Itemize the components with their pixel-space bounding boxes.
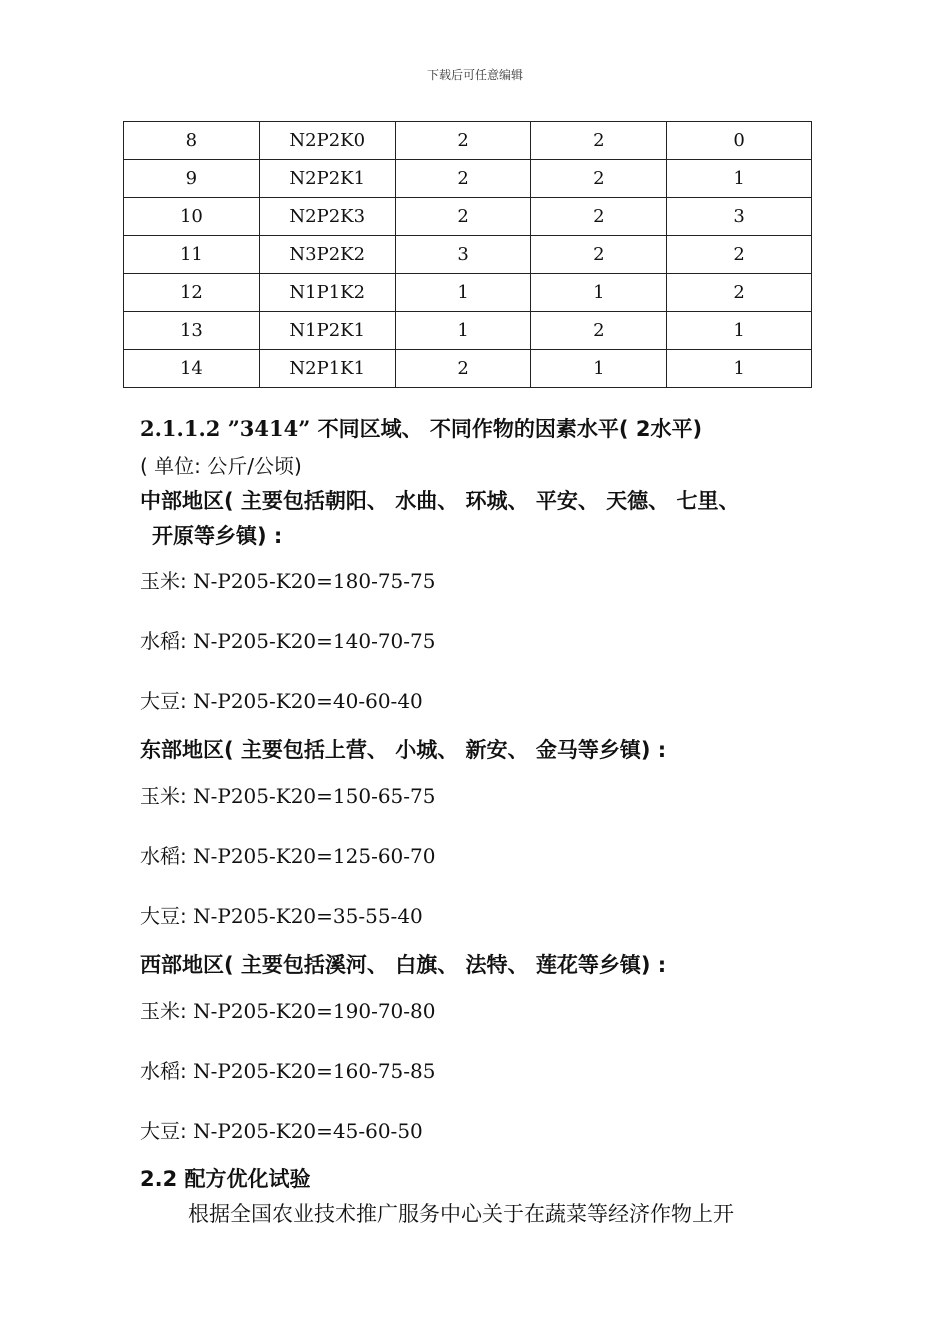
formula-value: N-P205-K20=180-75-75 (193, 569, 436, 593)
soy-label: 大豆: (140, 689, 187, 713)
rice-label: 水稻: (140, 629, 187, 653)
table-cell: N1P2K1 (259, 312, 395, 350)
table-cell: 1 (667, 312, 812, 350)
table-cell: 10 (124, 198, 260, 236)
central-corn-formula (140, 565, 436, 594)
rice-label: 水稻: (140, 1059, 187, 1083)
unit-note: ( 单位: 公斤/公顷) (140, 454, 302, 478)
soy-label: 大豆: (140, 904, 187, 928)
section-2112-title: 不同区域、 不同作物的因素水平( 2水平) (317, 417, 703, 441)
formula-value: N-P205-K20=190-70-80 (193, 999, 436, 1023)
table-cell: N2P2K0 (259, 122, 395, 160)
section-2112-heading (140, 413, 702, 443)
table-row (124, 312, 812, 350)
table-cell: 2 (531, 236, 667, 274)
corn-label: 玉米: (140, 569, 187, 593)
table-cell: 2 (667, 236, 812, 274)
table-cell: 2 (667, 274, 812, 312)
table-cell: 12 (124, 274, 260, 312)
table-cell: 13 (124, 312, 260, 350)
section-2112-number: 2.1.1.2 ”3414” (140, 416, 311, 441)
table-row (124, 122, 812, 160)
table-cell: 3 (395, 236, 531, 274)
eastern-region-heading: 东部地区( 主要包括上营、 小城、 新安、 金马等乡镇) : (140, 738, 667, 762)
section-22-paragraph: 根据全国农业技术推广服务中心关于在蔬菜等经济作物上开 (188, 1202, 734, 1226)
table-cell: 8 (124, 122, 260, 160)
table-cell: 2 (395, 350, 531, 388)
treatment-table (123, 121, 812, 388)
table-cell: 1 (667, 160, 812, 198)
eastern-corn-formula (140, 780, 436, 809)
rice-label: 水稻: (140, 844, 187, 868)
table-cell: N2P1K1 (259, 350, 395, 388)
table-cell: 3 (667, 198, 812, 236)
soy-label: 大豆: (140, 1119, 187, 1143)
central-region-heading-line2: 开原等乡镇) : (152, 524, 283, 548)
section-22-heading: 2.2 配方优化试验 (140, 1167, 311, 1191)
central-soy-formula (140, 685, 423, 714)
table-cell: 0 (667, 122, 812, 160)
corn-label: 玉米: (140, 999, 187, 1023)
table-cell: N1P1K2 (259, 274, 395, 312)
corn-label: 玉米: (140, 784, 187, 808)
table-row (124, 160, 812, 198)
western-soy-formula (140, 1115, 423, 1144)
table-cell: N2P2K1 (259, 160, 395, 198)
table-row (124, 274, 812, 312)
western-rice-formula (140, 1055, 436, 1084)
eastern-rice-formula (140, 840, 436, 869)
central-region-heading-line1: 中部地区( 主要包括朝阳、 水曲、 环城、 平安、 天德、 七里、 (140, 489, 740, 513)
formula-value: N-P205-K20=40-60-40 (193, 689, 423, 713)
table-cell: 2 (395, 160, 531, 198)
table-cell: 2 (531, 312, 667, 350)
formula-value: N-P205-K20=125-60-70 (193, 844, 436, 868)
formula-value: N-P205-K20=35-55-40 (193, 904, 423, 928)
table-cell: 1 (395, 274, 531, 312)
table-cell: 2 (531, 160, 667, 198)
formula-value: N-P205-K20=150-65-75 (193, 784, 436, 808)
western-corn-formula (140, 995, 436, 1024)
eastern-soy-formula (140, 900, 423, 929)
formula-value: N-P205-K20=45-60-50 (193, 1119, 423, 1143)
table-cell: N3P2K2 (259, 236, 395, 274)
table-cell: 1 (531, 350, 667, 388)
western-region-heading: 西部地区( 主要包括溪河、 白旗、 法特、 莲花等乡镇) : (140, 953, 667, 977)
table-row (124, 350, 812, 388)
table-cell: 1 (395, 312, 531, 350)
table-cell: 2 (531, 122, 667, 160)
treatment-table-body (124, 122, 812, 388)
page-header-note: 下载后可任意编辑 (426, 68, 523, 82)
central-rice-formula (140, 625, 436, 654)
table-cell: 11 (124, 236, 260, 274)
table-cell: 1 (531, 274, 667, 312)
formula-value: N-P205-K20=140-70-75 (193, 629, 436, 653)
table-cell: 2 (531, 198, 667, 236)
table-cell: N2P2K3 (259, 198, 395, 236)
table-cell: 1 (667, 350, 812, 388)
formula-value: N-P205-K20=160-75-85 (193, 1059, 436, 1083)
table-row (124, 198, 812, 236)
table-cell: 2 (395, 198, 531, 236)
table-cell: 9 (124, 160, 260, 198)
table-row (124, 236, 812, 274)
table-cell: 14 (124, 350, 260, 388)
table-cell: 2 (395, 122, 531, 160)
